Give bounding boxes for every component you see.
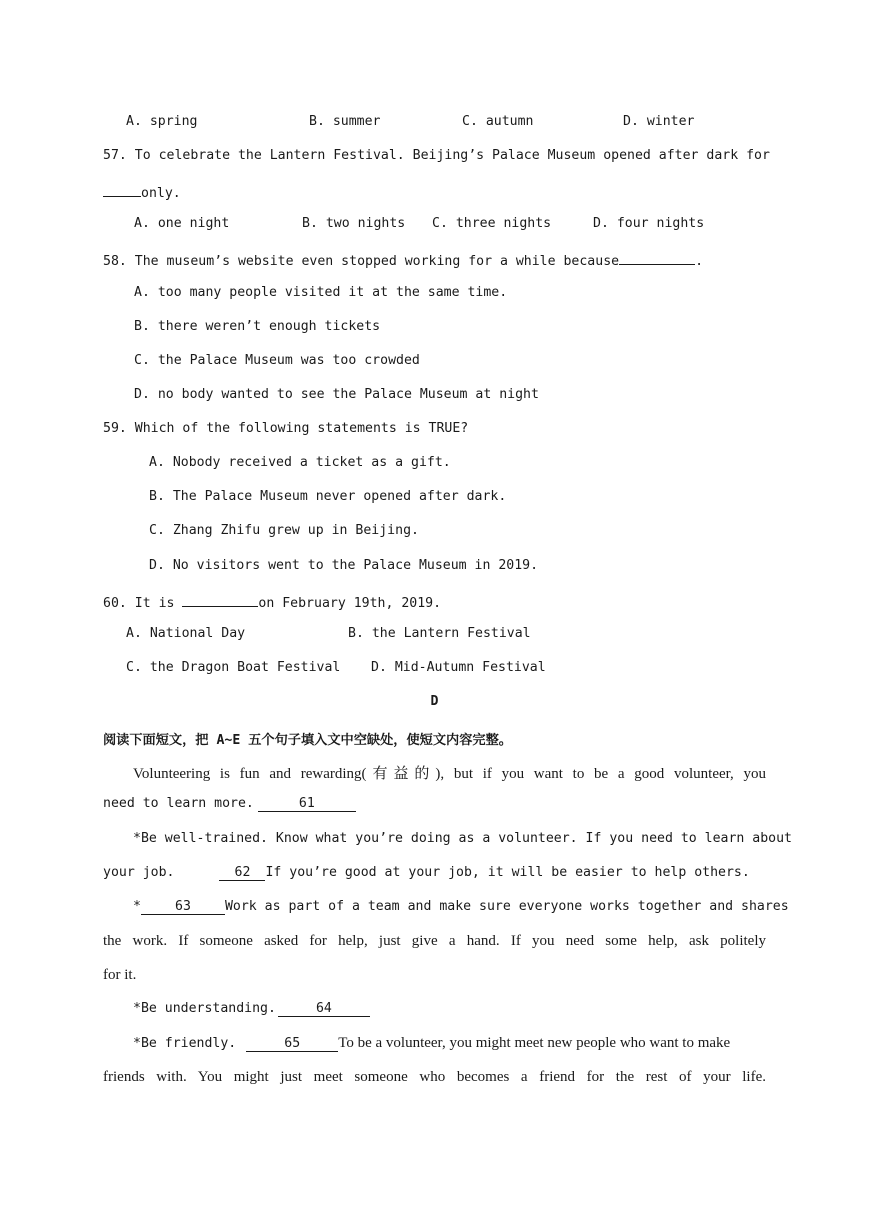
q60-stem: [103, 592, 441, 611]
p3-line1-end: Work as part of a team and make sure everyone works together and shares: [224, 899, 789, 914]
q56-option-c: C. autumn: [462, 114, 534, 129]
p2-line2-start: your job.: [103, 865, 175, 880]
q60-option-a: A. National Day: [126, 626, 246, 641]
q57-option-d: D. four nights: [593, 216, 705, 231]
q57-stem-tail: only.: [141, 186, 181, 201]
q57-stem-line1: 57. To celebrate the Lantern Festival. Beijing’s Palace Museum opened after dark for: [103, 148, 770, 163]
q57-blank: [103, 182, 141, 197]
p4-line1: [133, 1001, 370, 1017]
p2-line1: *Be well-trained. Know what you’re doing as a volunteer. If you need to learn about: [133, 831, 792, 846]
section-instruction: 阅读下面短文，把 A~E 五个句子填入文中空缺处，使短文内容完整。: [103, 733, 512, 748]
q58-blank: [619, 250, 695, 265]
q60-option-c: C. the Dragon Boat Festival: [126, 660, 341, 675]
q58-option-c: C. the Palace Museum was too crowded: [134, 353, 420, 368]
q56-option-d: D. winter: [623, 114, 695, 129]
q58-stem-end: .: [695, 254, 704, 269]
q60-option-b: B. the Lantern Festival: [348, 626, 531, 641]
q59-option-b: B. The Palace Museum never opened after dark.: [149, 489, 507, 504]
q59-stem: 59. Which of the following statements is TRUE?: [103, 421, 469, 436]
q57-stem-line2: [103, 182, 181, 201]
q58-stem: [103, 250, 703, 269]
p4-text: *Be understanding.: [133, 1001, 276, 1016]
p3-bullet: *: [133, 899, 141, 914]
q57-option-c: C. three nights: [432, 216, 552, 231]
q59-option-c: C. Zhang Zhifu grew up in Beijing.: [149, 523, 419, 538]
q59-option-a: A. Nobody received a ticket as a gift.: [149, 455, 451, 470]
blank-61: 61: [258, 797, 356, 812]
q56-option-b: B. summer: [309, 114, 381, 129]
p3-line1: [133, 899, 789, 915]
q60-stem-start: 60. It is: [103, 596, 175, 611]
p1-line1: Volunteering is fun and rewarding(有益的), but if you want to be a good volunteer, you: [133, 766, 766, 782]
q58-option-a: A. too many people visited it at the same time.: [134, 285, 508, 300]
p5-line1-end: To be a volunteer, you might meet new people who want to make: [338, 1035, 731, 1051]
blank-64: 64: [278, 1002, 370, 1017]
q60-blank: [182, 592, 258, 607]
q58-option-d: D. no body wanted to see the Palace Museum at night: [134, 387, 539, 402]
blank-65: 65: [246, 1037, 338, 1052]
blank-63: 63: [141, 900, 225, 915]
q60-stem-end: on February 19th, 2019.: [258, 596, 442, 611]
section-heading: D: [430, 694, 439, 709]
blank-62: 62: [219, 866, 265, 881]
q56-option-a: A. spring: [126, 114, 198, 129]
q58-option-b: B. there weren’t enough tickets: [134, 319, 381, 334]
p2-line2: [103, 865, 750, 881]
p1-line2: [103, 796, 356, 812]
q59-option-d: D. No visitors went to the Palace Museum in 2019.: [149, 558, 539, 573]
p2-line2-end: If you’re good at your job, it will be easier to help others.: [265, 865, 750, 880]
p3-line3: for it.: [103, 967, 137, 983]
p5-text: *Be friendly.: [133, 1036, 237, 1051]
q57-option-b: B. two nights: [302, 216, 406, 231]
q57-option-a: A. one night: [134, 216, 230, 231]
p5-line1: [133, 1035, 730, 1052]
p5-line2: friends with. You might just meet someone who becomes a friend for the rest of your life.: [103, 1069, 766, 1085]
q60-option-d: D. Mid-Autumn Festival: [371, 660, 546, 675]
p1-line2-text: need to learn more.: [103, 796, 254, 811]
p3-line2: the work. If someone asked for help, just give a hand. If you need some help, ask politely: [103, 933, 766, 949]
q58-stem-text: 58. The museum’s website even stopped working for a while because: [103, 254, 620, 269]
